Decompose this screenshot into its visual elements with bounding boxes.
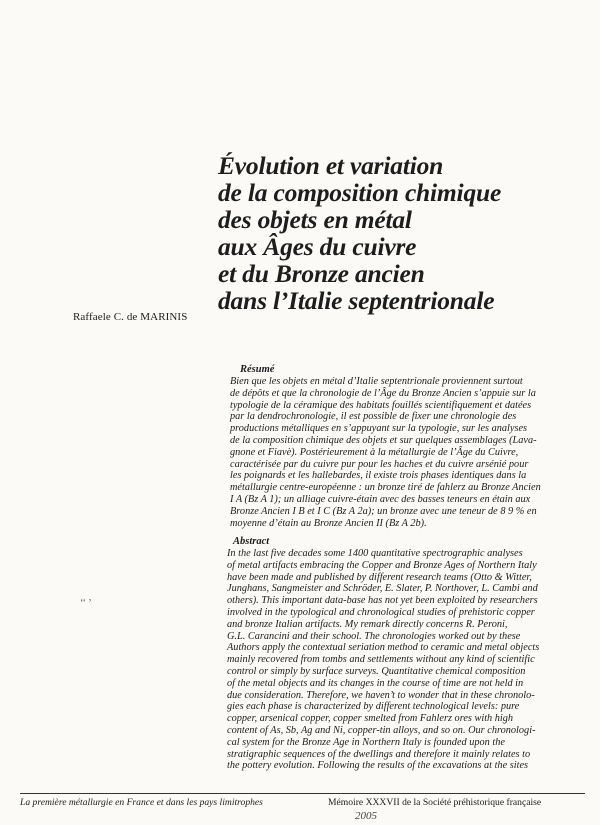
title-line: et du Bronze ancien <box>218 259 425 288</box>
abstract-line: involved in the typological and chronological studies of prehistoric copper <box>227 606 535 618</box>
resume-line: Bien que les objets en métal d’Italie septentrionale proviennent surtout <box>230 376 523 387</box>
resume-line: gnone et Fiavè). Postérieurement à la métallurgie de l’Âge du Cuivre, <box>230 446 519 458</box>
resume-line: moyenne d’étain au Bronze Ancien II (Bz A 2b). <box>230 517 427 529</box>
abstract-line: cal system for the Bronze Age in Northern Italy is founded upon the <box>227 736 505 748</box>
abstract-line: of the metal objects and its changes in the course of time are not held in <box>227 677 524 689</box>
title-line: aux Âges du cuivre <box>218 232 417 261</box>
footer-divider <box>20 793 585 794</box>
article-title <box>218 152 578 314</box>
page-number: 2005 <box>355 810 377 822</box>
abstract-line: content of As, Sb, Ag and Ni, copper-tin alloys, and so on. Our chronologi- <box>227 724 536 736</box>
abstract-line: others). This important data-base has not yet been exploited by researchers <box>227 595 538 607</box>
abstract-body <box>227 548 539 772</box>
abstract-line: In the last five decades some 1400 quantitative spectrographic analyses <box>227 548 523 559</box>
abstract-line: of metal artifacts embracing the Copper and Bronze Ages of Northern Italy <box>227 559 537 571</box>
author-name: Raffaele C. de MARINIS <box>73 311 188 323</box>
resume-heading: Résumé <box>240 364 275 375</box>
abstract-line: the pottery evolution. Following the results of the excavations at the sites <box>227 760 529 772</box>
abstract-line: and bronze Italian artifacts. My remark directly concerns R. Peroni, <box>227 618 508 630</box>
footer-publication: Mémoire XXXVII de la Société préhistorique française <box>328 797 542 808</box>
stray-marks: ‘‘ ʼ <box>80 598 92 609</box>
resume-line: de la composition chimique des objets et sur quelques assemblages (Lava- <box>230 434 537 446</box>
resume-body <box>230 376 541 529</box>
title-line: dans l’Italie septentrionale <box>218 286 495 315</box>
resume-line: par la dendrochronologie, il est possible de fixer une chronologie des <box>230 411 517 423</box>
resume-line: de dépôts et que la chronologie de l’Âge du Bronze Ancien s’appuie sur la <box>230 387 536 399</box>
title-line: des objets en métal <box>218 205 412 234</box>
abstract-line: mainly recovered from tombs and settlements without any kind of scientific <box>227 654 535 666</box>
abstract-line: gies each phase is characterized by different technological levels: pure <box>227 701 520 713</box>
abstract-heading: Abstract <box>233 536 270 547</box>
abstract-line: copper, arsenical copper, copper smelted from Fahlerz ores with high <box>227 713 514 725</box>
abstract-line: G.L. Carancini and their school. The chronologies worked out by these <box>227 630 521 642</box>
resume-line: typologie de la céramique des habitats fouillés scientifiquement et datées <box>230 399 532 411</box>
resume-line: productions métalliques en s’appuyant sur la typologie, sur les analyses <box>230 423 528 435</box>
abstract-line: stratigraphic sequences of the dwellings and therefore it mainly relates to <box>227 748 531 760</box>
title-line: de la composition chimique <box>218 178 502 207</box>
title-line: Évolution et variation <box>218 151 444 180</box>
footer-series-title: La première métallurgie en France et dans les pays limitrophes <box>20 797 263 808</box>
abstract-line: have been made and published by different research teams (Otto & Witter, <box>227 571 532 583</box>
abstract-line: Junghans, Sangmeister and Schröder, E. Slater, P. Northover, L. Cambi and <box>227 583 538 595</box>
resume-line: Bronze Ancien I B et I C (Bz A 2a); un bronze avec une teneur de 8 9 % en <box>230 505 537 517</box>
resume-line: caractérisée par du cuivre pur pour les haches et du cuivre arsénié pour <box>230 458 529 470</box>
abstract-line: control or simply by surface surveys. Quantitative chemical composition <box>227 665 526 677</box>
resume-line: métallurgie centre-européenne : un bronze tiré de fahlerz au Bronze Ancien <box>230 482 541 494</box>
abstract-line: due consideration. Therefore, we haven’t to wonder that in these chronolo- <box>227 689 535 701</box>
abstract-line: Authors apply the contextual seriation method to ceramic and metal objects <box>227 642 540 654</box>
resume-line: I A (Bz A 1); un alliage cuivre-étain avec des basses teneurs en étain aux <box>230 493 531 505</box>
resume-line: les poignards et les hallebardes, il existe trois phases identiques dans la <box>230 470 527 482</box>
